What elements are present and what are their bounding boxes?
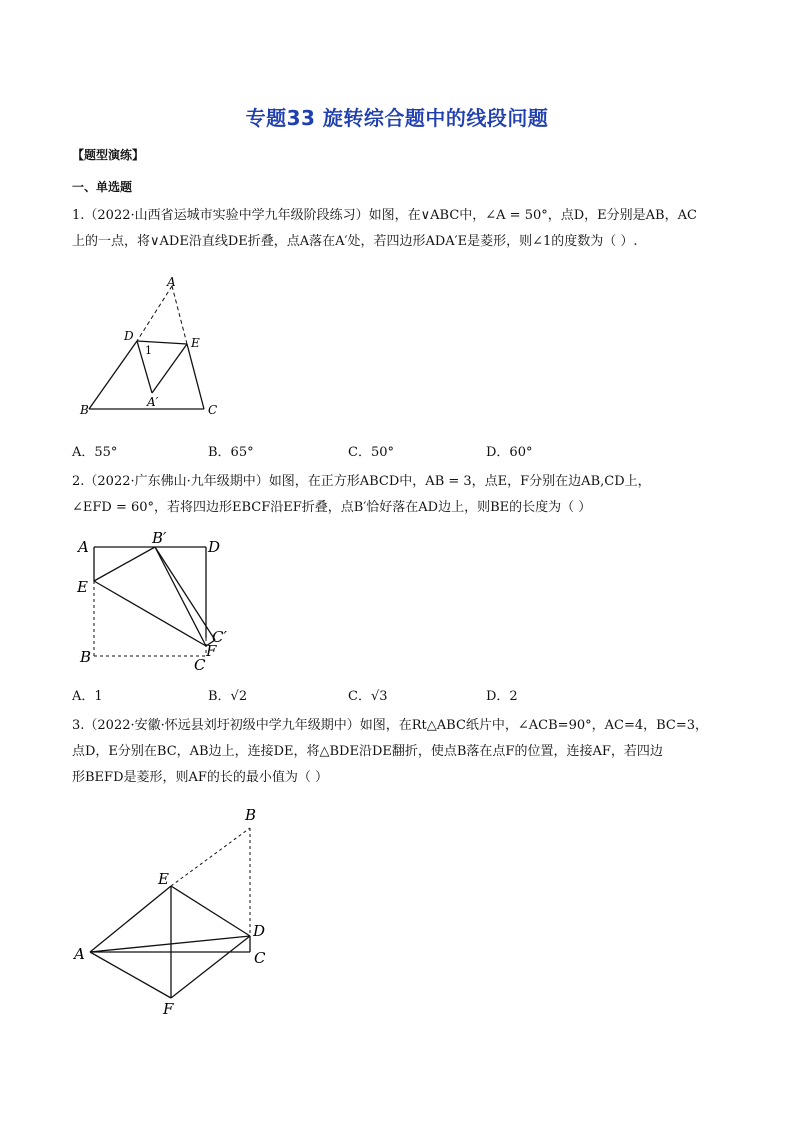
fig1-label-C: C	[208, 403, 218, 417]
q2-option-b[interactable]: B．√2	[208, 689, 248, 704]
q1-option-d[interactable]: D．60°	[486, 445, 533, 460]
fig3-label-B: B	[245, 806, 257, 824]
question-1	[72, 203, 722, 255]
question-2	[72, 469, 722, 521]
question-3-line-1: 3.（2022·安徽·怀远县刘圩初级中学九年级期中）如图，在Rt△ABC纸片中，∠ACB=90°，AC=4，BC=3，	[72, 718, 709, 733]
fig2-label-C: C	[194, 656, 206, 674]
question-1-line-1: 1.（2022·山西省运城市实验中学九年级阶段练习）如图，在∨ABC中，∠A = 50°，点D，E分别是AB，AC	[72, 208, 697, 223]
fig3-label-C: C	[254, 949, 266, 967]
q2-option-d[interactable]: D．2	[486, 689, 518, 704]
figure-3	[72, 800, 292, 1020]
fig3-label-E: E	[158, 870, 169, 888]
question-3-line-3: 形BEFD是菱形，则AF的长的最小值为（ ）	[72, 770, 329, 785]
figure-2	[72, 530, 242, 675]
fig1-label-1: 1	[145, 344, 152, 357]
fig1-label-Ap: A′	[147, 395, 159, 409]
section-heading: 一、单选题	[72, 180, 133, 194]
fig3-label-A: A	[74, 945, 85, 963]
fig2-label-E: E	[77, 578, 88, 596]
fig3-label-F: F	[163, 1000, 174, 1018]
fig1-label-D: D	[124, 329, 134, 343]
fig1-label-B: B	[80, 403, 89, 417]
page-title: 专题33 旋转综合题中的线段问题	[245, 106, 549, 130]
q2-option-c[interactable]: C．√3	[348, 689, 388, 704]
fig2-label-Cp: C′	[212, 628, 227, 646]
q1-option-b[interactable]: B．65°	[208, 445, 254, 460]
fig2-label-Bp: B′	[152, 530, 167, 547]
question-2-line-2: ∠EFD = 60°，若将四边形EBCF沿EF折叠，点B′恰好落在AD边上，则BE的长度为（ ）	[72, 500, 592, 515]
q1-option-a[interactable]: A．55°	[72, 445, 118, 460]
fig2-label-F: F	[206, 642, 217, 660]
fig2-label-B: B	[80, 648, 92, 666]
question-3	[72, 713, 722, 791]
fig2-label-A: A	[78, 538, 89, 556]
figure-1	[72, 272, 232, 422]
question-1-line-2: 上的一点，将∨ADE沿直线DE折叠，点A落在A′处，若四边形ADA′E是菱形，则∠1的度数为（ ）.	[72, 234, 638, 249]
fig3-label-D: D	[253, 922, 266, 940]
question-2-line-1: 2.（2022·广东佛山·九年级期中）如图，在正方形ABCD中，AB = 3，点E，F分别在边AB,CD上，	[72, 474, 651, 489]
q1-option-c[interactable]: C．50°	[348, 445, 394, 460]
question-3-line-2: 点D，E分别在BC，AB边上，连接DE，将△BDE沿DE翻折，使点B落在点F的位置，连接AF，若四边	[72, 744, 663, 759]
fig1-label-E: E	[191, 336, 200, 350]
q2-option-a[interactable]: A．1	[72, 689, 103, 704]
fig2-label-D: D	[208, 538, 221, 556]
section-tag: 【题型演练】	[72, 148, 145, 162]
fig1-label-A: A	[167, 275, 176, 289]
